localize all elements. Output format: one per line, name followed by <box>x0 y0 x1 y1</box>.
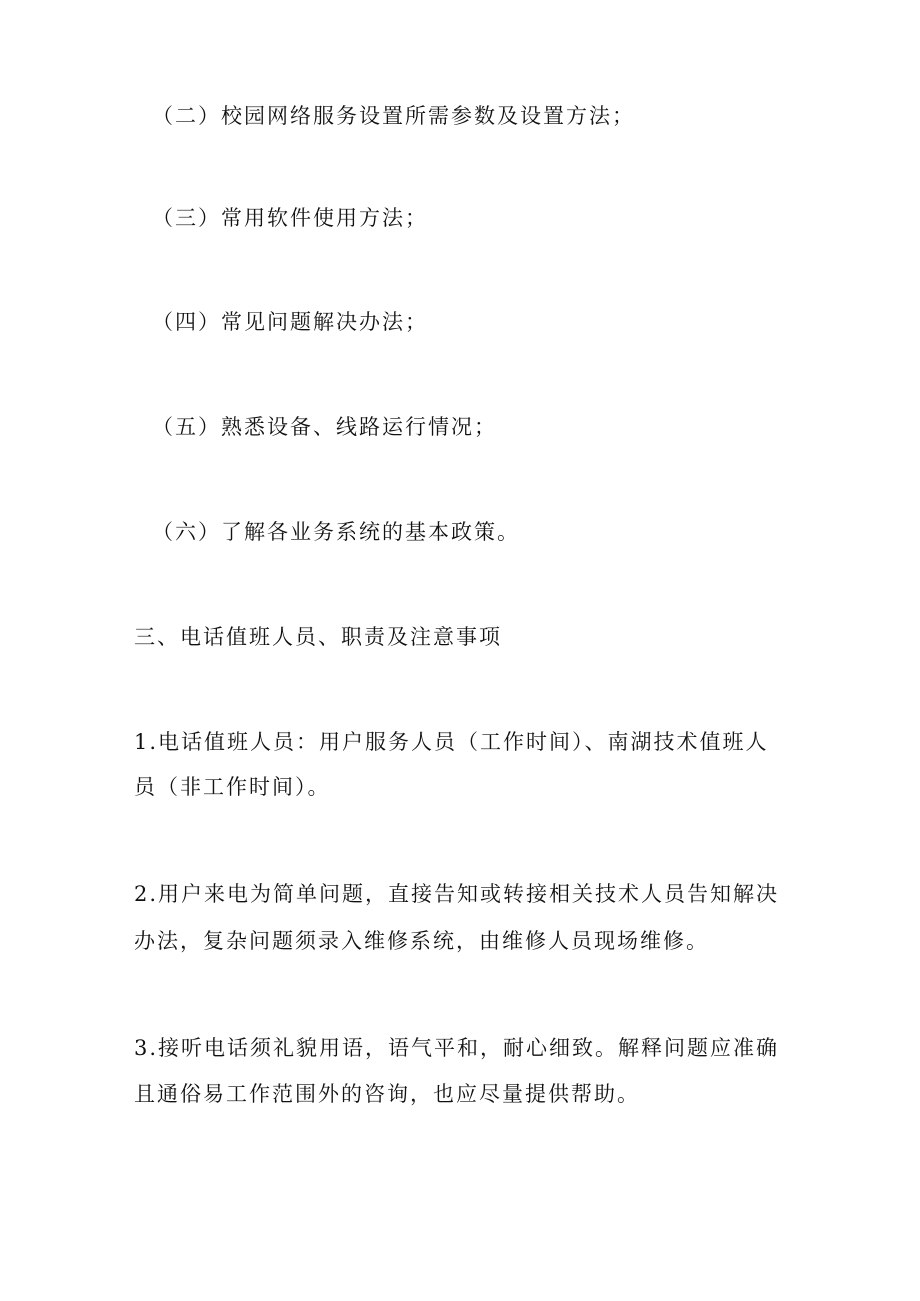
sub-item-5: （五）熟悉设备、线路运行情况； <box>152 415 497 439</box>
paragraph-1-line-1: 1.电话值班人员：用户服务人员（工作时间）、南湖技术值班人 <box>134 730 769 754</box>
paragraph-1-line-2: 员（非工作时间）。 <box>134 775 331 799</box>
sub-item-6: （六）了解各业务系统的基本政策。 <box>152 520 520 544</box>
paragraph-2-line-2: 办法，复杂问题须录入维修系统，由维修人员现场维修。 <box>134 929 709 953</box>
paragraph-2-line-1: 2.用户来电为简单问题，直接告知或转接相关技术人员告知解决 <box>134 882 780 906</box>
sub-item-3: （三）常用软件使用方法； <box>152 206 428 230</box>
paragraph-3-line-1: 3.接听电话须礼貌用语，语气平和，耐心细致。解释问题应准确 <box>134 1036 780 1060</box>
sub-item-4: （四）常见问题解决办法； <box>152 310 428 334</box>
paragraph-3-line-2: 且通俗易工作范围外的咨询，也应尽量提供帮助。 <box>134 1082 640 1106</box>
section-heading: 三、电话值班人员、职责及注意事项 <box>134 625 502 649</box>
sub-item-2: （二）校园网络服务设置所需参数及设置方法； <box>152 104 635 128</box>
